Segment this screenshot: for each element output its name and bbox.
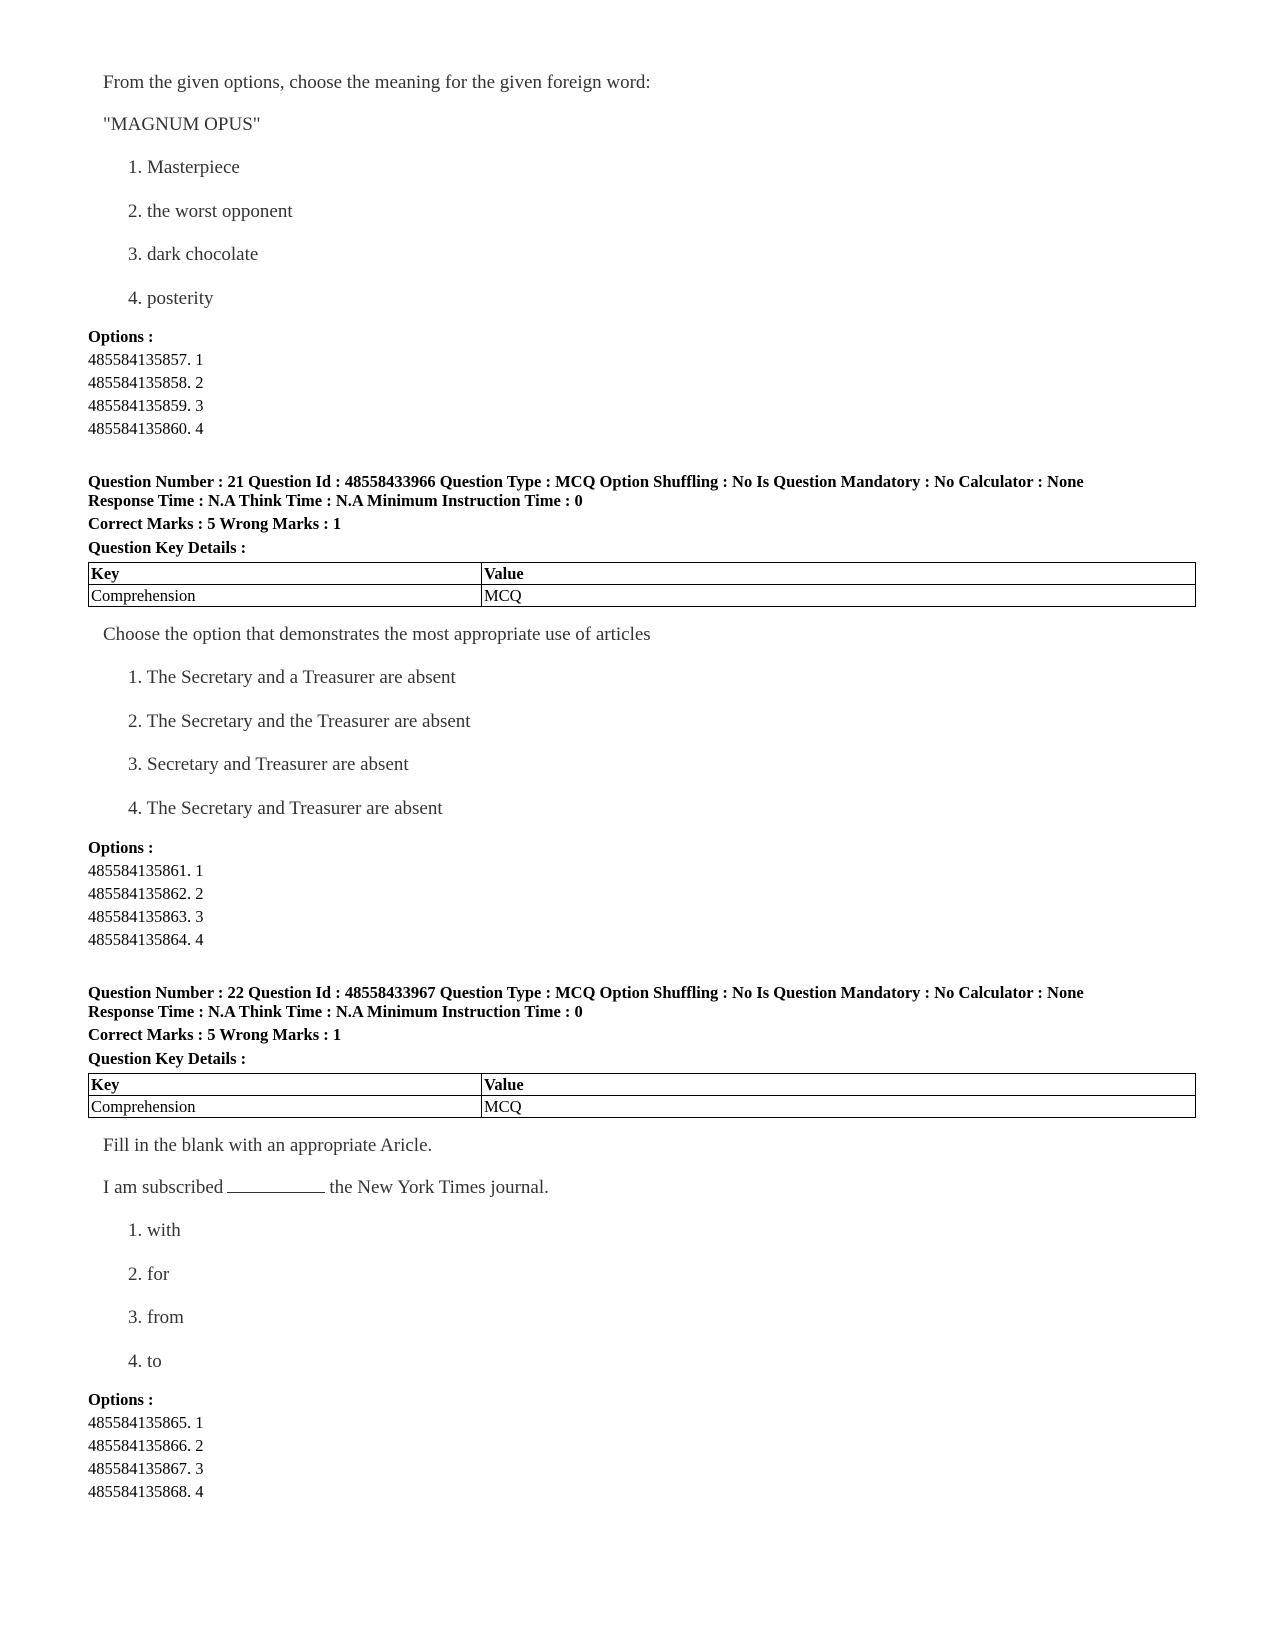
option-line: 485584135865. 1: [88, 1413, 204, 1432]
sentence-after: the New York Times journal.: [329, 1177, 549, 1198]
options-label: Options :: [88, 838, 154, 857]
choice-2: 2. The Secretary and the Treasurer are absent: [128, 711, 471, 732]
option-line: 485584135867. 3: [88, 1459, 204, 1478]
question-timing: Response Time : N.A Think Time : N.A Minimum Instruction Time : 0: [88, 1002, 583, 1021]
table-row: [89, 1096, 1196, 1118]
blank-line: [227, 1178, 325, 1193]
option-line: 485584135868. 4: [88, 1482, 204, 1501]
key-details-table: [88, 562, 1196, 607]
table-header-row: [89, 1074, 1196, 1096]
question-prompt: From the given options, choose the meaning for the given foreign word:: [103, 72, 651, 93]
choice-4: 4. to: [128, 1351, 162, 1372]
key-details-table: [88, 1073, 1196, 1118]
table-row: [89, 585, 1196, 607]
question-prompt: Choose the option that demonstrates the most appropriate use of articles: [103, 624, 651, 645]
choice-3: 3. Secretary and Treasurer are absent: [128, 754, 409, 775]
table-header-key: Key: [89, 1074, 482, 1096]
options-label: Options :: [88, 327, 154, 346]
choice-4: 4. posterity: [128, 288, 214, 309]
option-line: 485584135860. 4: [88, 419, 204, 438]
table-header-value: Value: [482, 1074, 1196, 1096]
choice-1: 1. Masterpiece: [128, 157, 240, 178]
question-timing: Response Time : N.A Think Time : N.A Minimum Instruction Time : 0: [88, 491, 583, 510]
option-line: 485584135859. 3: [88, 396, 204, 415]
table-cell-value: MCQ: [482, 1096, 1196, 1118]
choice-2: 2. the worst opponent: [128, 201, 293, 222]
option-line: 485584135862. 2: [88, 884, 204, 903]
choice-3: 3. dark chocolate: [128, 244, 259, 265]
choice-1: 1. with: [128, 1220, 181, 1241]
table-header-value: Value: [482, 563, 1196, 585]
question-prompt: Fill in the blank with an appropriate Aricle.: [103, 1135, 433, 1156]
choice-2: 2. for: [128, 1264, 170, 1285]
option-line: 485584135863. 3: [88, 907, 204, 926]
option-line: 485584135857. 1: [88, 350, 204, 369]
question-marks: Correct Marks : 5 Wrong Marks : 1: [88, 514, 342, 533]
option-line: 485584135866. 2: [88, 1436, 204, 1455]
question-meta: Question Number : 21 Question Id : 48558433966 Question Type : MCQ Option Shuffling : No Is Question Mandatory : No Calculator : None: [88, 472, 1084, 491]
key-details-label: Question Key Details :: [88, 538, 247, 557]
options-label: Options :: [88, 1390, 154, 1409]
fill-blank-sentence: [103, 1178, 549, 1197]
table-header-key: Key: [89, 563, 482, 585]
table-cell-value: MCQ: [482, 585, 1196, 607]
sentence-before: I am subscribed: [103, 1177, 224, 1198]
question-marks: Correct Marks : 5 Wrong Marks : 1: [88, 1025, 342, 1044]
option-line: 485584135864. 4: [88, 930, 204, 949]
table-cell-key: Comprehension: [89, 1096, 482, 1118]
key-details-label: Question Key Details :: [88, 1049, 247, 1068]
choice-1: 1. The Secretary and a Treasurer are absent: [128, 667, 456, 688]
question-meta: Question Number : 22 Question Id : 48558433967 Question Type : MCQ Option Shuffling : No Is Question Mandatory : No Calculator : None: [88, 983, 1084, 1002]
option-line: 485584135858. 2: [88, 373, 204, 392]
table-header-row: [89, 563, 1196, 585]
choice-3: 3. from: [128, 1307, 184, 1328]
choice-4: 4. The Secretary and Treasurer are absent: [128, 798, 443, 819]
table-cell-key: Comprehension: [89, 585, 482, 607]
foreign-word: "MAGNUM OPUS": [103, 114, 261, 135]
option-line: 485584135861. 1: [88, 861, 204, 880]
